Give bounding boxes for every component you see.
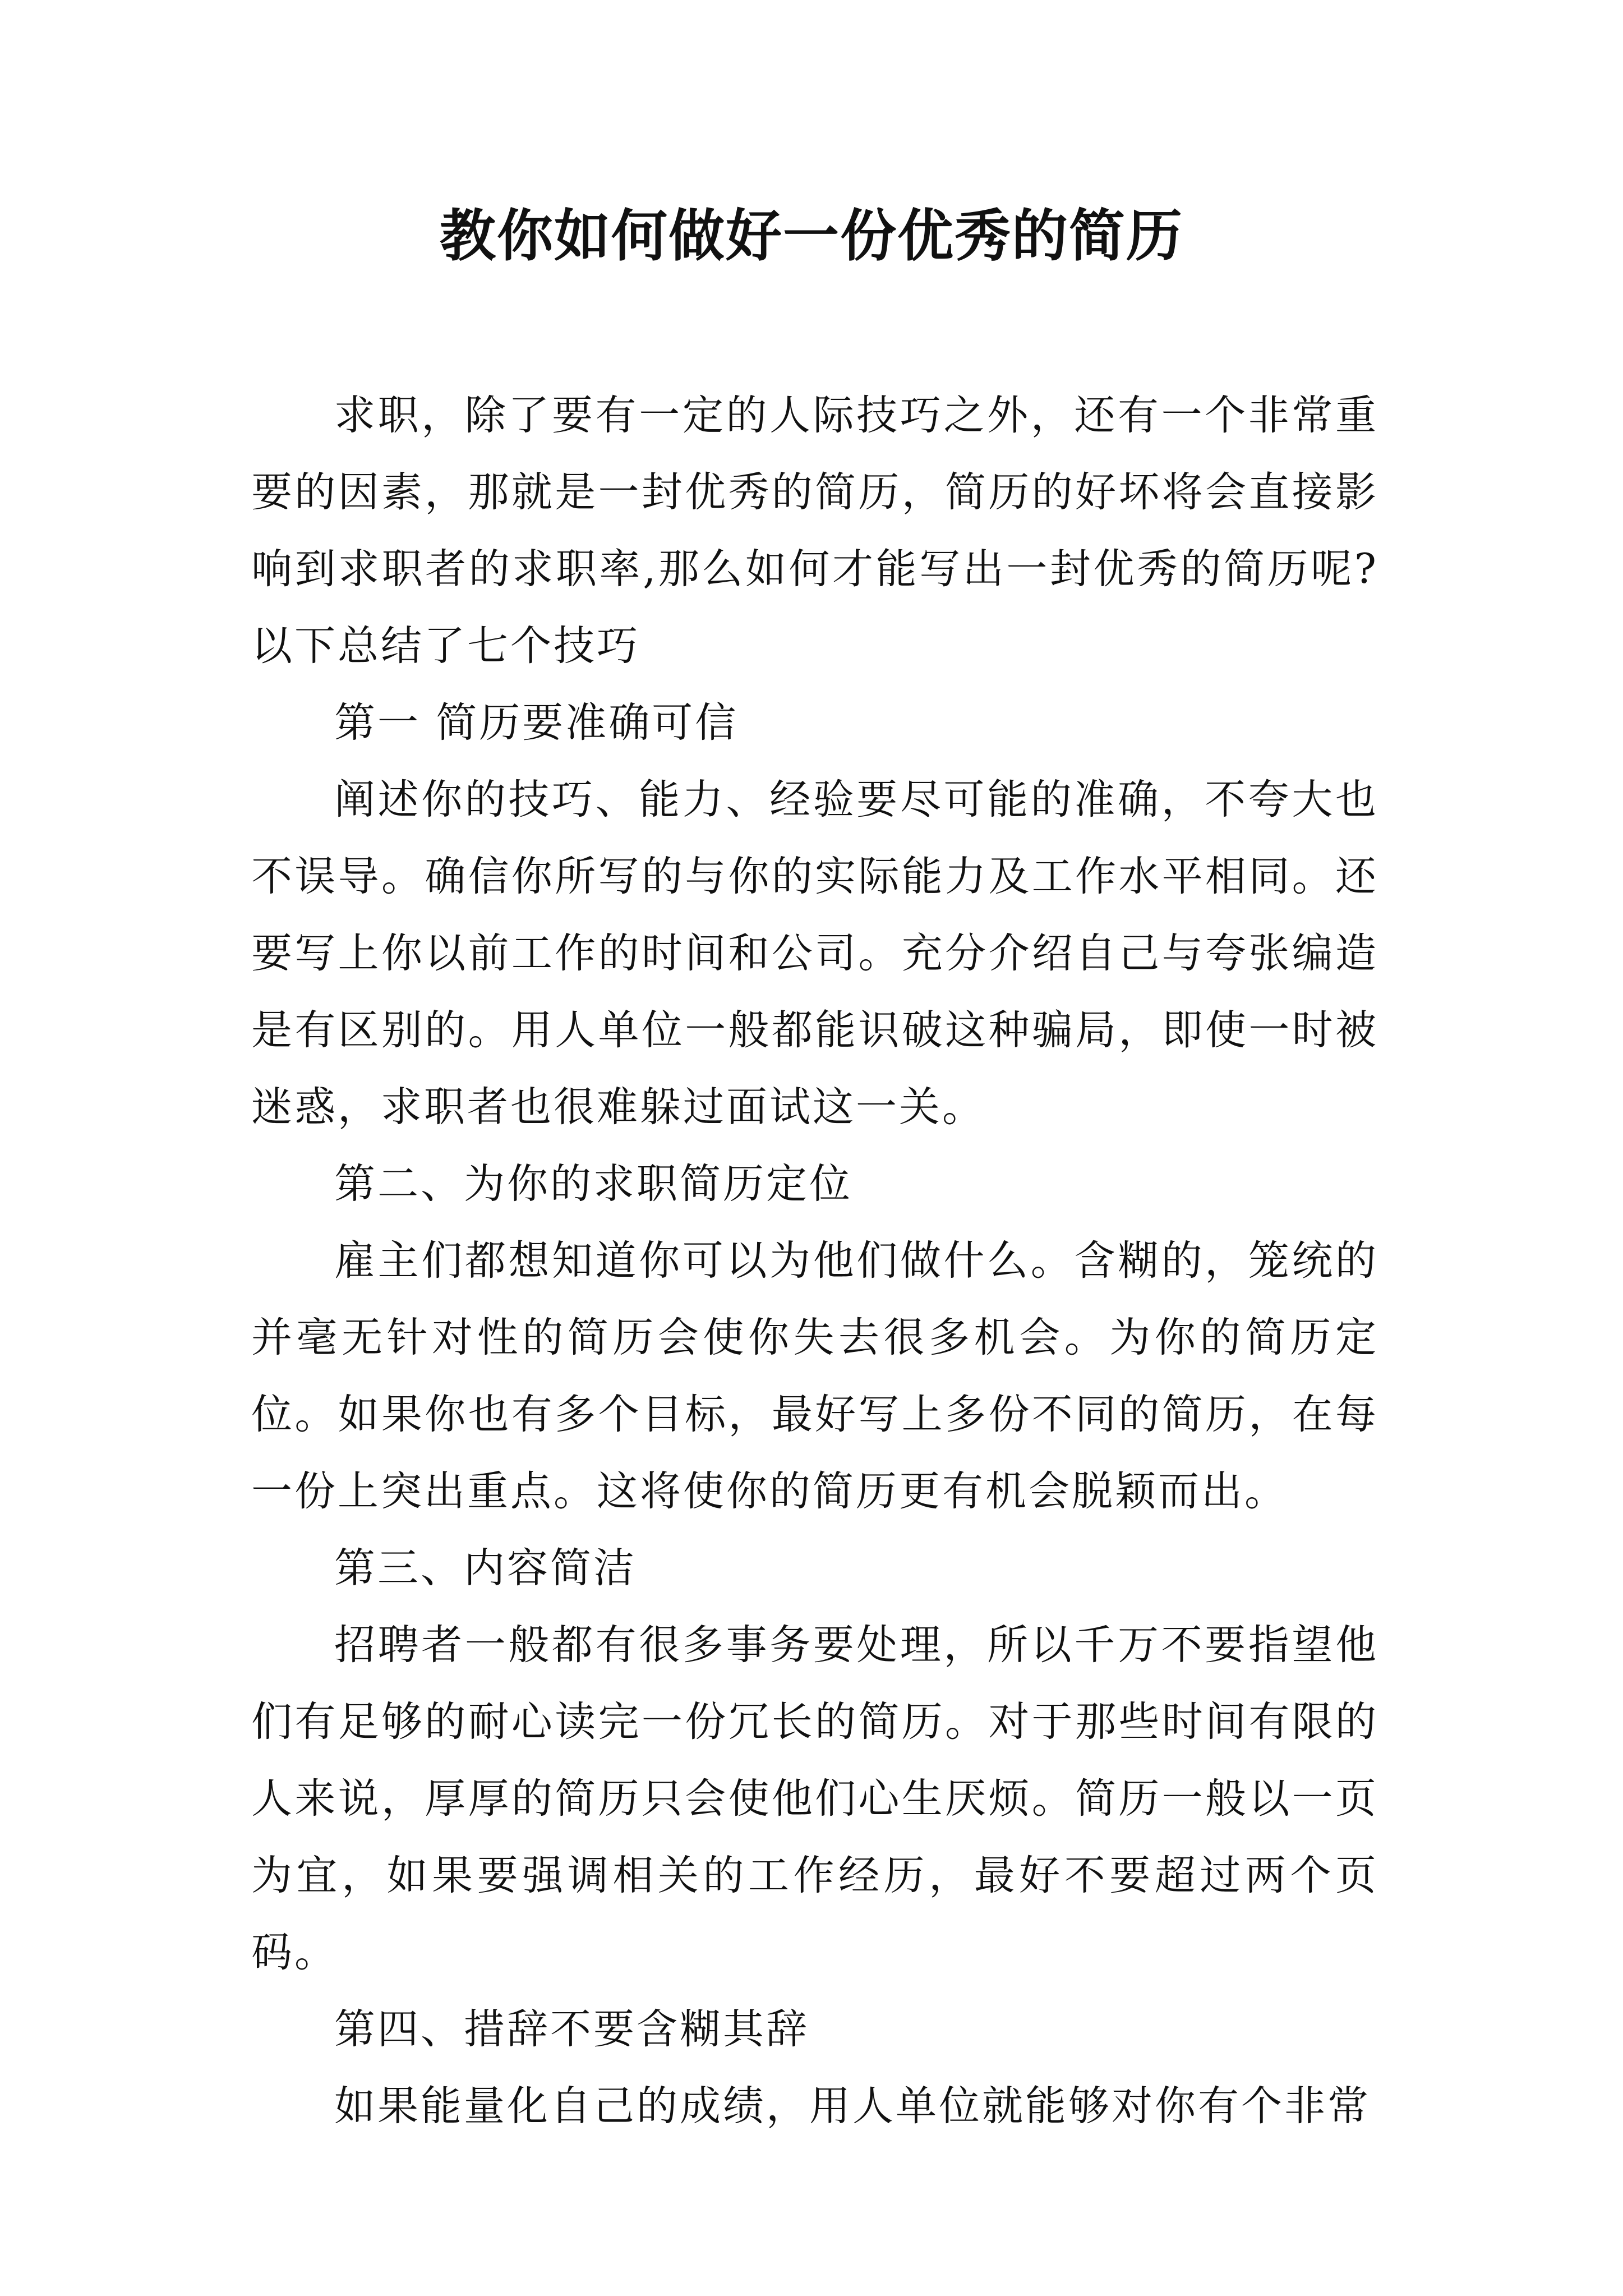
paragraph-4: 如果能量化自己的成绩，用人单位就能够对你有个非常	[334, 2082, 1371, 2130]
document-body	[251, 377, 1378, 2145]
section-heading-2: 第二、为你的求职简历定位	[334, 1160, 852, 1208]
section-heading-1: 第一 简历要准确可信	[334, 699, 739, 747]
section-heading-3: 第三、内容简洁	[334, 1544, 637, 1592]
paragraph-1: 阐述你的技巧、能力、经验要尽可能的准确，不夸大也不误导。确信你所写的与你的实际能力及工作水平相同。还要写上你以前工作的时间和公司。充分介绍自己与夸张编造是有区别的。用人单位一般都能识破这种骗局，即使一时被迷惑，求职者也很难躲过面试这一关。	[251, 776, 1378, 1131]
paragraph-2: 雇主们都想知道你可以为他们做什么。含糊的，笼统的并毫无针对性的简历会使你失去很多机会。为你的简历定位。如果你也有多个目标，最好写上多份不同的简历，在每一份上突出重点。这将使你的简历更有机会脱颖而出。	[251, 1237, 1378, 1515]
section-heading-4: 第四、措辞不要含糊其辞	[334, 2005, 809, 2053]
paragraph-3: 招聘者一般都有很多事务要处理，所以千万不要指望他们有足够的耐心读完一份冗长的简历。对于那些时间有限的人来说，厚厚的简历只会使他们心生厌烦。简历一般以一页为宜，如果要强调相关的工作经历，最好不要超过两个页码。	[251, 1621, 1378, 1976]
paragraph-intro: 求职，除了要有一定的人际技巧之外，还有一个非常重要的因素，那就是一封优秀的简历，简历的好坏将会直接影响到求职者的求职率,那么如何才能写出一封优秀的简历呢?以下总结了七个技巧	[251, 392, 1378, 670]
document-title: 教你如何做好一份优秀的简历	[440, 203, 1183, 269]
